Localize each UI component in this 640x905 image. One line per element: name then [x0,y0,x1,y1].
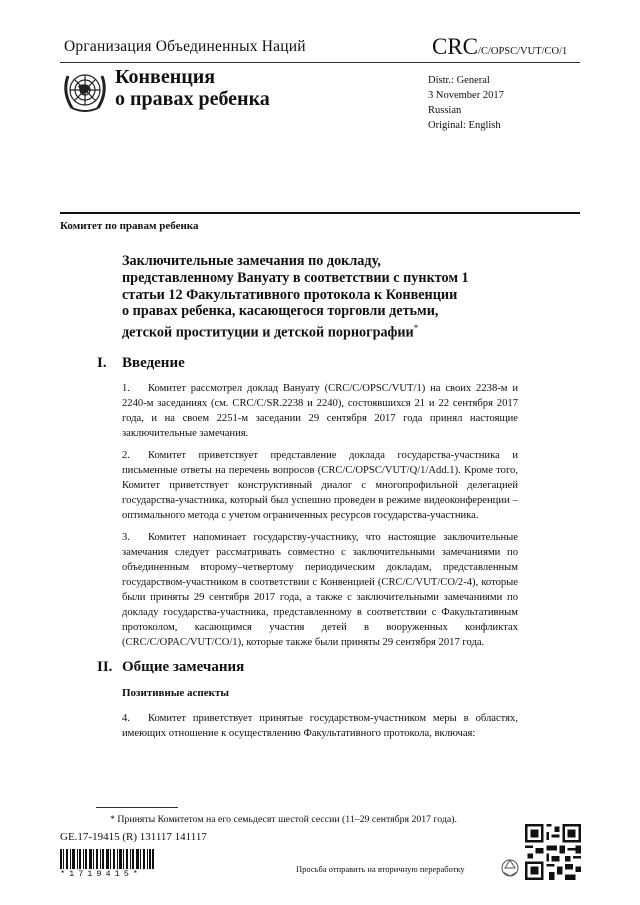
symbol-main: CRC [432,34,479,59]
section-heading-1 [97,355,185,372]
title-line: Заключительные замечания по докладу, [122,253,381,269]
convention-title-line1: Конвенция [115,66,216,88]
committee-name: Комитет по правам ребенка [60,220,199,232]
paragraph-4 [122,711,518,741]
recycle-icon [500,858,520,878]
un-emblem-icon [60,66,110,116]
paragraph-number: 3. [122,532,130,543]
qr-code-icon [525,823,581,881]
subheading: Позитивные аспекты [122,687,229,699]
paragraphs-general [122,711,518,748]
section-number: I. [97,355,107,371]
organization-name: Организация Объединенных Наций [64,38,306,55]
title-line: представленному Вануату в соответствии с пунктом 1 [122,269,469,286]
thick-rule [60,212,580,214]
document-symbol [432,34,567,60]
footnote-mark: * [413,323,419,334]
paragraph-text: Комитет приветствует представление доклада государства-участника и письменные ответы на перечень вопросов (CRC/C/OPSC/VUT/Q/1/Add.1). Кроме того, Комитет приветствует конструктивный диалог с многопрофильной делегацией государства-участника, который был успешно проведен в режиме видеоконференции – оптимального метода с учетом ограниченных ресурсов государства-участника. [122,450,518,521]
paragraph-1 [122,381,518,441]
recycle-notice: Просьба отправить на вторичную переработку [296,864,465,874]
title-line: детской проституции и детской порнографии [122,324,414,341]
original-language: Original: English [428,120,501,131]
paragraphs-intro [122,381,518,657]
convention-title-line2: о правах ребенка [115,88,270,110]
footnote: * Приняты Комитетом на его семьдесят шестой сессии (11–29 сентября 2017 года). [110,814,457,825]
job-number: GE.17-19415 (R) 131117 141117 [60,831,207,843]
section-title: Введение [122,355,185,371]
paragraph-text: Комитет напоминает государству-участнику, что настоящие заключительные замечания следует рассматривать совместно с заключительными замечаниями по объединенным второму–четвертому периодическим докладам, представленным государством-участником в соответствии с Конвенцией (CRC/C/VUT/CO/2-4), которые были приняты 29 сентября 2017 года, а также с заключительными замечаниями по докладу государства-участника, представленному в соответствии с Факультативным протоколом, касающимся участия детей в вооруженных конфликтах (CRC/C/OPAC/VUT/CO/1), которые также были приняты 29 сентября 2017 года. [122,532,518,648]
paragraph-3 [122,530,518,650]
section-heading-2 [97,659,245,676]
date: 3 November 2017 [428,90,504,101]
paragraph-number: 4. [122,713,130,724]
barcode-icon [60,849,154,869]
title-line: о правах ребенка, касающегося торговли детьми, [122,303,439,320]
barcode-text: *1719415* [60,869,142,879]
paragraph-number: 1. [122,383,130,394]
title-line: статьи 12 Факультативного протокола к Конвенции [122,286,458,303]
footnote-rule [96,807,178,808]
paragraph-text: Комитет рассмотрел доклад Вануату (CRC/C/OPSC/VUT/1) на своих 2238-м и 2240-м заседаниях (см. CRC/C/SR.2238 и 2240), состоявшихся 21 и 22 сентября 2017 года, и на своем 2251-м заседании 29 сентября 2017 года принял настоящие заключительные замечания. [122,383,518,439]
section-title: Общие замечания [122,659,245,675]
distr: Distr.: General [428,75,490,86]
symbol-suffix: /C/OPSC/VUT/CO/1 [478,46,568,57]
section-number: II. [97,659,113,675]
distribution-block [428,73,504,133]
convention-title [115,66,270,110]
language: Russian [428,105,462,116]
header-rule [60,62,580,63]
paragraph-2 [122,448,518,523]
paragraph-number: 2. [122,450,130,461]
paragraph-text: Комитет приветствует принятые государством-участником меры в областях, имеющих отношение к осуществлению Факультативного протокола, включая: [122,713,518,739]
document-title [122,253,522,342]
